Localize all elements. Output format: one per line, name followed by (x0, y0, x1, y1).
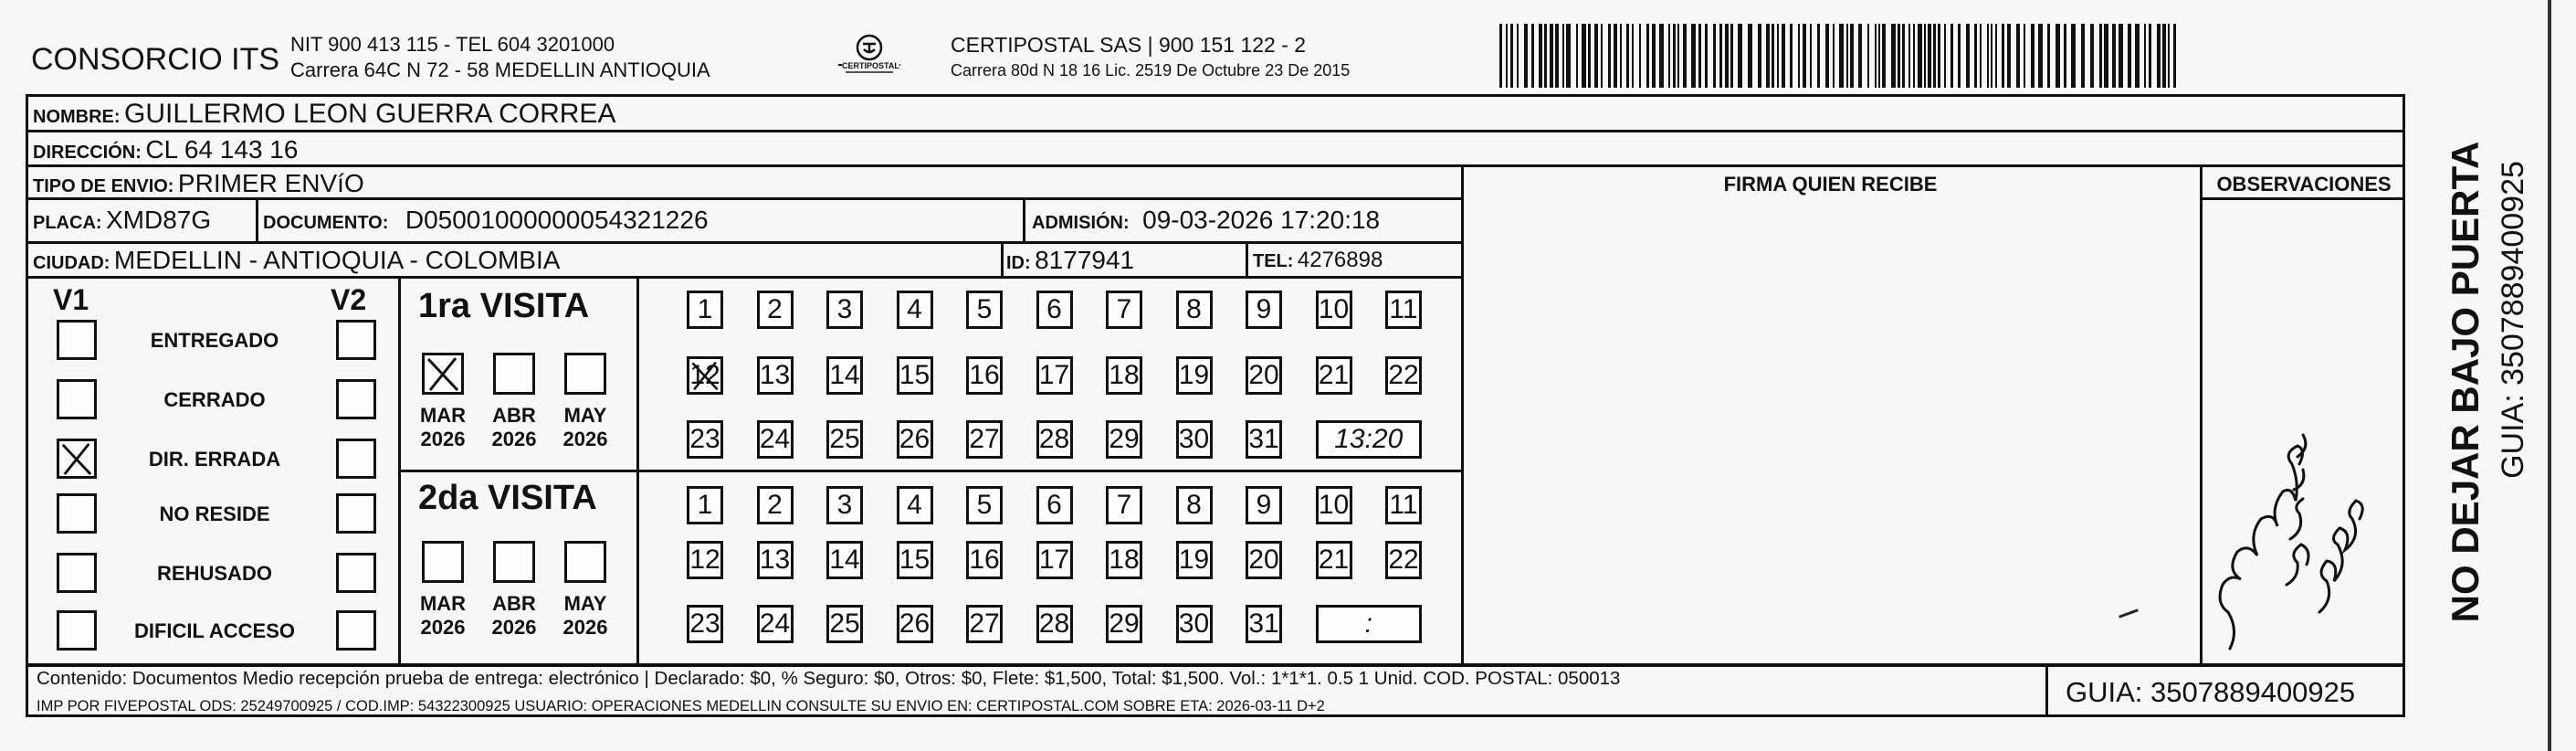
nombre-label: NOMBRE: (33, 107, 121, 127)
col-line (26, 664, 28, 716)
row-line (26, 714, 2405, 717)
status-label: CERRADO (163, 388, 266, 411)
month-label: ABR (492, 592, 536, 615)
tel-row (1253, 249, 1383, 271)
first-visit-day-21[interactable]: 21 (1316, 356, 1352, 395)
first-visit-day-1[interactable]: 1 (687, 291, 723, 329)
ciudad-value: MEDELLIN - ANTIOQUIA - COLOMBIA (113, 246, 561, 274)
v2-checkbox[interactable] (336, 610, 376, 651)
second-visit-abr-checkbox[interactable] (493, 541, 535, 583)
contenido-text: Contenido: Documentos Medio recepción prueba de entrega: electrónico | Declarado: $0, % Seguro: $0, Otros: $0, Flete: $1,500, Total: $1,500. Vol.: 1*1*1. 0.5 1 Unid. COD. POSTAL: 050013 (37, 668, 1621, 689)
first-visit-day-22[interactable]: 22 (1385, 356, 1422, 395)
v1-checkbox[interactable] (57, 320, 97, 360)
side-guia: GUIA: 3507889400925 (2496, 161, 2530, 479)
year-label: 2026 (491, 616, 537, 639)
first-visit-day-12[interactable]: 12 (687, 356, 723, 395)
second-visit-day-23[interactable]: 23 (687, 605, 723, 643)
first-visit-day-26[interactable]: 26 (897, 420, 933, 459)
second-visit-may-checkbox[interactable] (564, 541, 606, 583)
second-visit-day-6[interactable]: 6 (1036, 486, 1073, 524)
second-visit-day-24[interactable]: 24 (757, 605, 794, 643)
tel-value: 4276898 (1297, 248, 1383, 272)
v2-checkbox[interactable] (336, 493, 376, 534)
month-label: ABR (492, 404, 536, 427)
first-visit-day-8[interactable]: 8 (1176, 291, 1213, 329)
row-line (26, 130, 2405, 132)
second-visit-day-10[interactable]: 10 (1316, 486, 1352, 524)
second-visit-day-11[interactable]: 11 (1385, 486, 1422, 524)
second-visit-day-9[interactable]: 9 (1246, 486, 1282, 524)
second-visit-time-field[interactable]: : (1316, 605, 1423, 643)
status-label: REHUSADO (157, 562, 272, 585)
second-visit-day-15[interactable]: 15 (897, 541, 933, 579)
second-visit-day-5[interactable]: 5 (966, 486, 1003, 524)
first-visit-time-field[interactable]: 13:20 (1316, 420, 1423, 459)
first-visit-day-28[interactable]: 28 (1036, 420, 1073, 459)
no-dejar-bajo-puerta: NO DEJAR BAJO PUERTA (2444, 141, 2487, 623)
firma-header: FIRMA QUIEN RECIBE (1723, 173, 1938, 196)
first-visit-day-6[interactable]: 6 (1036, 291, 1073, 329)
tipo-value: PRIMER ENVíO (177, 169, 364, 197)
first-visit-day-15[interactable]: 15 (897, 356, 933, 395)
documento-value: D05001000000054321226 (405, 206, 709, 234)
second-visit-day-2[interactable]: 2 (757, 486, 794, 524)
col-line (398, 276, 401, 664)
carrier-name: CERTIPOSTAL SAS | 900 151 122 - 2 (951, 33, 1307, 57)
placa-value: XMD87G (106, 206, 212, 234)
first-visit-abr-checkbox[interactable] (493, 353, 535, 395)
first-visit-day-16[interactable]: 16 (966, 356, 1003, 395)
col-line (1246, 241, 1248, 276)
status-label: DIFICIL ACCESO (133, 619, 295, 642)
tipo-row (33, 171, 364, 196)
second-visit-day-29[interactable]: 29 (1106, 605, 1142, 643)
observaciones-header: OBSERVACIONES (2216, 173, 2392, 196)
imp-text: IMP POR FIVEPOSTAL ODS: 25249700925 / COD.IMP: 54322300925 USUARIO: OPERACIONES MEDELLIN CONSULTE SU ENVIO EN: CERTIPOSTAL.COM SOBRE ETA: 2026-03-11 D+2 (37, 698, 1325, 714)
second-visit-day-20[interactable]: 20 (1246, 541, 1282, 579)
ciudad-label: CIUDAD: (33, 253, 110, 273)
second-visit-day-7[interactable]: 7 (1106, 486, 1142, 524)
second-visit-day-14[interactable]: 14 (826, 541, 863, 579)
month-label: MAR (419, 592, 467, 615)
first-visit-day-2[interactable]: 2 (757, 291, 794, 329)
second-visit-day-16[interactable]: 16 (966, 541, 1003, 579)
page-edge (2548, 0, 2551, 751)
v1-heading: V1 (53, 283, 89, 316)
col-line (2403, 664, 2405, 716)
first-visit-day-18[interactable]: 18 (1106, 356, 1142, 395)
second-visit-day-22[interactable]: 22 (1385, 541, 1422, 579)
first-visit-day-17[interactable]: 17 (1036, 356, 1073, 395)
second-visit-mar-checkbox[interactable] (422, 541, 464, 583)
certipostal-logo (833, 33, 906, 79)
certipostal-logo-text: CERTIPOSTAL (842, 61, 899, 70)
admision-value: 09-03-2026 17:20:18 (1142, 206, 1381, 234)
barcode (1499, 24, 2180, 88)
second-visit-day-3[interactable]: 3 (826, 486, 863, 524)
second-visit-day-27[interactable]: 27 (966, 605, 1003, 643)
second-visit-day-19[interactable]: 19 (1176, 541, 1213, 579)
month-label: MAY (563, 404, 607, 427)
month-label: MAY (563, 592, 607, 615)
v2-heading: V2 (331, 283, 367, 316)
direccion-label: DIRECCIÓN: (33, 143, 142, 163)
second-visit-day-26[interactable]: 26 (897, 605, 933, 643)
first-visit-title: 1ra VISITA (418, 287, 590, 325)
month-label: MAR (419, 404, 467, 427)
v2-checkbox[interactable] (336, 379, 376, 419)
first-visit-day-27[interactable]: 27 (966, 420, 1003, 459)
id-value: 8177941 (1035, 246, 1135, 274)
first-visit-day-25[interactable]: 25 (826, 420, 863, 459)
second-visit-day-18[interactable]: 18 (1106, 541, 1142, 579)
first-visit-day-7[interactable]: 7 (1106, 291, 1142, 329)
admision-label: ADMISIÓN: (1032, 213, 1130, 233)
first-visit-may-checkbox[interactable] (564, 353, 606, 395)
second-visit-day-12[interactable]: 12 (687, 541, 723, 579)
v2-checkbox[interactable] (336, 439, 376, 479)
second-visit-day-1[interactable]: 1 (687, 486, 723, 524)
row-line (2200, 197, 2405, 200)
v1-checkbox[interactable] (57, 610, 97, 651)
x-mark-icon (689, 359, 720, 392)
row-line (26, 164, 2405, 167)
footer-guia: GUIA: 3507889400925 (2066, 676, 2356, 708)
placa-row (33, 207, 211, 233)
first-visit-day-10[interactable]: 10 (1316, 291, 1352, 329)
second-visit-day-31[interactable]: 31 (1246, 605, 1282, 643)
nombre-value: GUILLERMO LEON GUERRA CORREA (124, 99, 616, 129)
id-row (1006, 248, 1134, 273)
status-label: ENTREGADO (150, 329, 279, 352)
tipo-label: TIPO DE ENVIO: (33, 176, 174, 196)
col-line (1461, 164, 1464, 666)
ciudad-row (33, 248, 560, 273)
second-visit-day-30[interactable]: 30 (1176, 605, 1213, 643)
second-visit-day-8[interactable]: 8 (1176, 486, 1213, 524)
second-visit-title: 2da VISITA (418, 479, 597, 517)
id-label: ID: (1006, 253, 1031, 273)
documento-label: DOCUMENTO: (263, 213, 389, 233)
second-visit-day-13[interactable]: 13 (757, 541, 794, 579)
year-label: 2026 (563, 428, 608, 450)
documento-row (263, 207, 709, 233)
status-label: NO RESIDE (159, 502, 270, 525)
second-visit-day-25[interactable]: 25 (826, 605, 863, 643)
nombre-row (33, 100, 615, 128)
col-line (636, 276, 639, 664)
v1-checkbox[interactable] (57, 439, 97, 479)
second-visit-day-4[interactable]: 4 (897, 486, 933, 524)
second-visit-day-21[interactable]: 21 (1316, 541, 1352, 579)
direccion-row (33, 137, 298, 163)
first-visit-day-31[interactable]: 31 (1246, 420, 1282, 459)
first-visit-day-13[interactable]: 13 (757, 356, 794, 395)
row-line (26, 276, 1463, 279)
first-visit-day-20[interactable]: 20 (1246, 356, 1282, 395)
col-line (2045, 664, 2048, 716)
direccion-value: CL 64 143 16 (145, 135, 299, 164)
first-visit-day-9[interactable]: 9 (1246, 291, 1282, 329)
first-visit-day-19[interactable]: 19 (1176, 356, 1213, 395)
first-visit-day-29[interactable]: 29 (1106, 420, 1142, 459)
tel-label: TEL: (1253, 251, 1294, 271)
v1-checkbox[interactable] (57, 493, 97, 534)
year-label: 2026 (491, 428, 537, 450)
company-nit: NIT 900 413 115 - TEL 604 3201000 (290, 33, 615, 56)
status-label: DIR. ERRADA (148, 448, 281, 471)
col-line (1001, 241, 1004, 276)
company-address: Carrera 64C N 72 - 58 MEDELLIN ANTIOQUIA (290, 58, 710, 81)
row-line (26, 664, 2405, 667)
v1-checkbox[interactable] (57, 553, 97, 593)
row-line (26, 197, 1463, 200)
v2-checkbox[interactable] (336, 320, 376, 360)
col-line (1023, 197, 1025, 241)
first-visit-day-11[interactable]: 11 (1385, 291, 1422, 329)
year-label: 2026 (420, 616, 466, 639)
year-label: 2026 (420, 428, 466, 450)
first-visit-day-14[interactable]: 14 (826, 356, 863, 395)
admision-row (1032, 207, 1380, 233)
second-visit-day-28[interactable]: 28 (1036, 605, 1073, 643)
v1-checkbox[interactable] (57, 379, 97, 419)
first-visit-day-30[interactable]: 30 (1176, 420, 1213, 459)
carrier-address: Carrera 80d N 18 16 Lic. 2519 De Octubre 23 De 2015 (951, 61, 1351, 79)
first-visit-day-23[interactable]: 23 (687, 420, 723, 459)
first-visit-day-3[interactable]: 3 (826, 291, 863, 329)
first-visit-day-5[interactable]: 5 (966, 291, 1003, 329)
placa-label: PLACA: (33, 213, 102, 233)
col-line (256, 197, 258, 241)
company-name: CONSORCIO ITS (31, 42, 280, 77)
first-visit-day-4[interactable]: 4 (897, 291, 933, 329)
first-visit-mar-checkbox[interactable] (422, 353, 464, 395)
row-line (398, 470, 1463, 472)
v2-checkbox[interactable] (336, 553, 376, 593)
year-label: 2026 (563, 616, 608, 639)
second-visit-day-17[interactable]: 17 (1036, 541, 1073, 579)
first-visit-day-24[interactable]: 24 (757, 420, 794, 459)
handwritten-observation (2203, 311, 2405, 662)
